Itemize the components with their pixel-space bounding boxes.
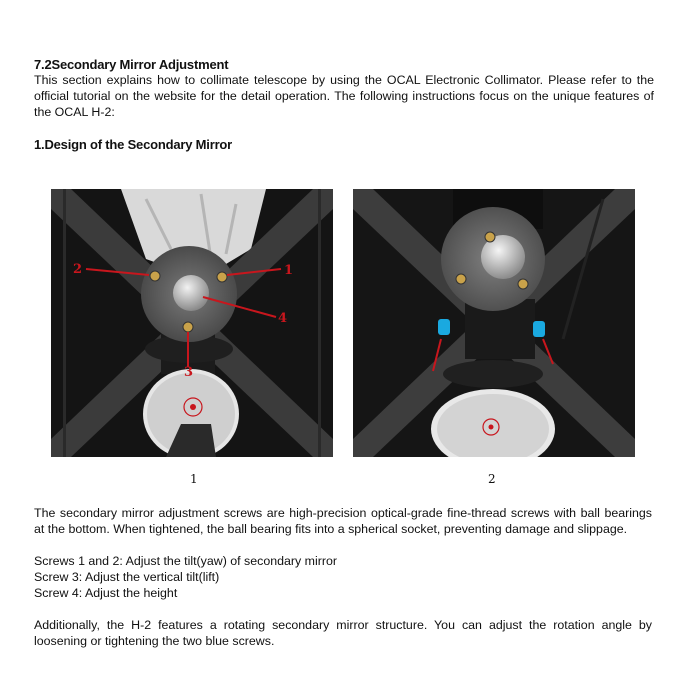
subsection-title: 1.Design of the Secondary Mirror xyxy=(34,137,233,152)
secondary-mirror-photo-2 xyxy=(353,189,635,457)
screw-list xyxy=(34,553,652,601)
screw-3 xyxy=(183,322,193,332)
label-2: 2 xyxy=(73,262,83,277)
screw-item: Screw 4: Adjust the height xyxy=(34,586,178,600)
screw-item: Screws 1 and 2: Adjust the tilt(yaw) of secondary mirror xyxy=(34,554,338,568)
center-knob xyxy=(173,275,209,311)
description-paragraph: The secondary mirror adjustment screws are high-precision optical-grade fine-thread screws with ball bearings at the bottom. When tightened, the ball bearing fits into a spherical socket, preventing damage and slippage. xyxy=(34,506,652,536)
additional-paragraph: Additionally, the H-2 features a rotating secondary mirror structure. You can adjust the rotation angle by loosening or tightening the two blue screws. xyxy=(34,618,652,648)
blue-screw-right xyxy=(533,321,545,337)
intro-paragraph: This section explains how to collimate telescope by using the OCAL Electronic Collimator. Please refer to the official tutorial on the website for the detail operation. The following instructions focus on the unique features of the OCAL H-2: xyxy=(34,73,654,120)
photo-1-graphic xyxy=(51,189,333,457)
blue-screw-left xyxy=(438,319,450,335)
section-title: 7.2Secondary Mirror Adjustment xyxy=(34,57,229,72)
screw-1 xyxy=(217,272,227,282)
screw-item: Screw 3: Adjust the vertical tilt(lift) xyxy=(34,570,220,584)
label-1: 1 xyxy=(284,263,294,278)
photo-2-graphic xyxy=(353,189,635,457)
label-4: 4 xyxy=(278,311,288,326)
figure-2-caption: 2 xyxy=(488,472,496,486)
figure-1-caption: 1 xyxy=(190,472,198,486)
secondary-mirror-photo-1 xyxy=(51,189,333,457)
label-3: 3 xyxy=(184,365,194,380)
screw-2 xyxy=(150,271,160,281)
